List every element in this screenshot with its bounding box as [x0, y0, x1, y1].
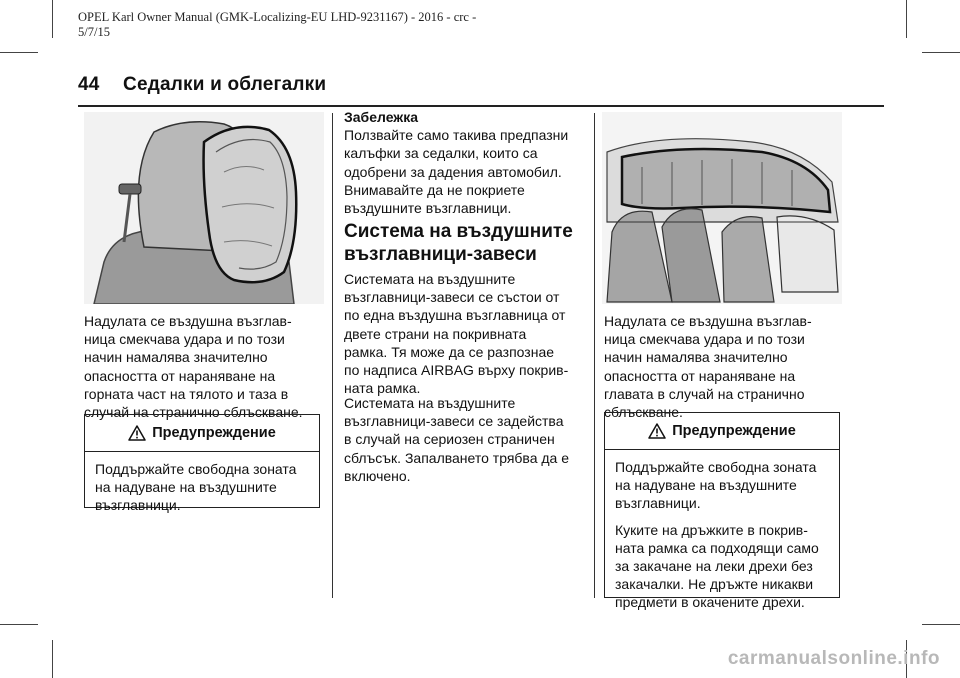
text-line: въздушните възглавници. [344, 200, 512, 217]
note-block [344, 108, 588, 217]
warning-title: Предупреждение [152, 425, 276, 441]
page-title-text: Седалки и облегалки [123, 74, 327, 95]
text-line: двете страни на покривната [344, 325, 527, 342]
crop-mark [52, 0, 53, 38]
text-line: Поддържайте свободна зоната [615, 459, 817, 475]
text-line: Надулата се въздушна възглав- [604, 313, 812, 329]
text-line: възглавници-завеси се състои от [344, 289, 560, 306]
watermark: carmanualsonline.info [727, 648, 940, 669]
text-line: калъфки за седалки, които са [344, 145, 538, 162]
text-line: горната част на тялото и таза в [84, 385, 289, 402]
text-line: в случай на сериозен страничен [344, 431, 555, 448]
curtain-para-1 [344, 270, 588, 397]
column-divider [332, 113, 333, 598]
page-number: 44 [78, 74, 100, 95]
text-line: Ползвайте само такива предпазни [344, 127, 569, 144]
text-line: случай на странично сблъскване. [84, 404, 303, 421]
text-line: рамка. Тя може да се разпознае [344, 343, 555, 360]
warning-header [605, 413, 839, 450]
text-line: възглавници-завеси се задейства [344, 413, 564, 430]
warning-box [604, 412, 840, 611]
crop-mark [922, 624, 960, 625]
text-line: Поддържайте свободна зоната [95, 461, 297, 477]
text-line: Системата на въздушните [344, 271, 516, 287]
text-line: предмети в окачените дрехи. [615, 594, 805, 611]
text-line: на надуване на въздушните [615, 477, 797, 494]
warning-title: Предупреждение [672, 423, 796, 439]
text-line: сблъскване. [604, 404, 683, 421]
warning-paragraph [615, 458, 829, 513]
crop-mark [922, 52, 960, 53]
text-line: на надуване на въздушните [95, 479, 277, 496]
crop-mark [906, 0, 907, 38]
text-line: опасността от нараняване на [84, 367, 276, 384]
warning-box [84, 414, 320, 514]
text-line: закачалки. Не дръжте никакви [615, 576, 814, 593]
note-title: Забележка [344, 109, 419, 125]
title-rule [78, 105, 884, 107]
text-line: сблъсък. Запалването трябва да е [344, 449, 570, 466]
text-line: Куките на дръжките в покрив- [615, 521, 808, 538]
section-title-line: възглавници-завеси [344, 244, 537, 265]
warning-paragraph [95, 460, 309, 515]
text-line: начин намалява значително [604, 349, 788, 366]
text-line: по надписа AIRBAG върху покрив- [344, 362, 569, 379]
text-line: възглавници. [615, 495, 701, 512]
text-line: ница смекчава удара и по този [604, 331, 805, 348]
text-line: главата в случай на странично [604, 385, 805, 402]
meta-line: OPEL Karl Owner Manual (GMK-Localizing-EU LHD-9231167) - 2016 - crc - [78, 10, 477, 24]
text-line: ната рамка. [344, 380, 421, 397]
warning-body [605, 450, 839, 626]
text-line: за закачане на леки дрехи без [615, 558, 813, 575]
warning-body [85, 452, 319, 529]
text-line: възглавници. [95, 497, 181, 514]
meta-line: 5/7/15 [78, 25, 110, 39]
curtain-para-2 [344, 394, 588, 485]
text-line: Системата на въздушните [344, 395, 516, 411]
document-meta [78, 10, 518, 40]
section-title-line: Система на въздушните [344, 221, 573, 242]
page-title [78, 74, 326, 96]
crop-mark [0, 52, 38, 53]
text-line: Надулата се въздушна възглав- [84, 313, 292, 329]
text-line: по една въздушна възглавница от [344, 307, 566, 324]
text-line: начин намалява значително [84, 349, 268, 366]
curtain-airbag-illustration [602, 112, 842, 304]
warning-triangle-icon [648, 423, 666, 439]
crop-mark [0, 624, 38, 625]
text-line: ната рамка са подходящи само [615, 539, 819, 556]
warning-paragraph [615, 521, 829, 612]
warning-triangle-icon [128, 425, 146, 441]
text-line: одобрени за дадения автомобил. [344, 163, 562, 180]
text-line: ница смекчава удара и по този [84, 331, 285, 348]
text-line: включено. [344, 467, 411, 484]
column-divider [594, 113, 595, 598]
left-body-text [84, 312, 328, 421]
seat-airbag-illustration [84, 112, 324, 304]
warning-header [85, 415, 319, 452]
text-line: опасността от нараняване на [604, 367, 796, 384]
crop-mark [52, 640, 53, 678]
right-body-text [604, 312, 848, 421]
text-line: Внимавайте да не покриете [344, 181, 525, 198]
section-title [344, 220, 594, 266]
